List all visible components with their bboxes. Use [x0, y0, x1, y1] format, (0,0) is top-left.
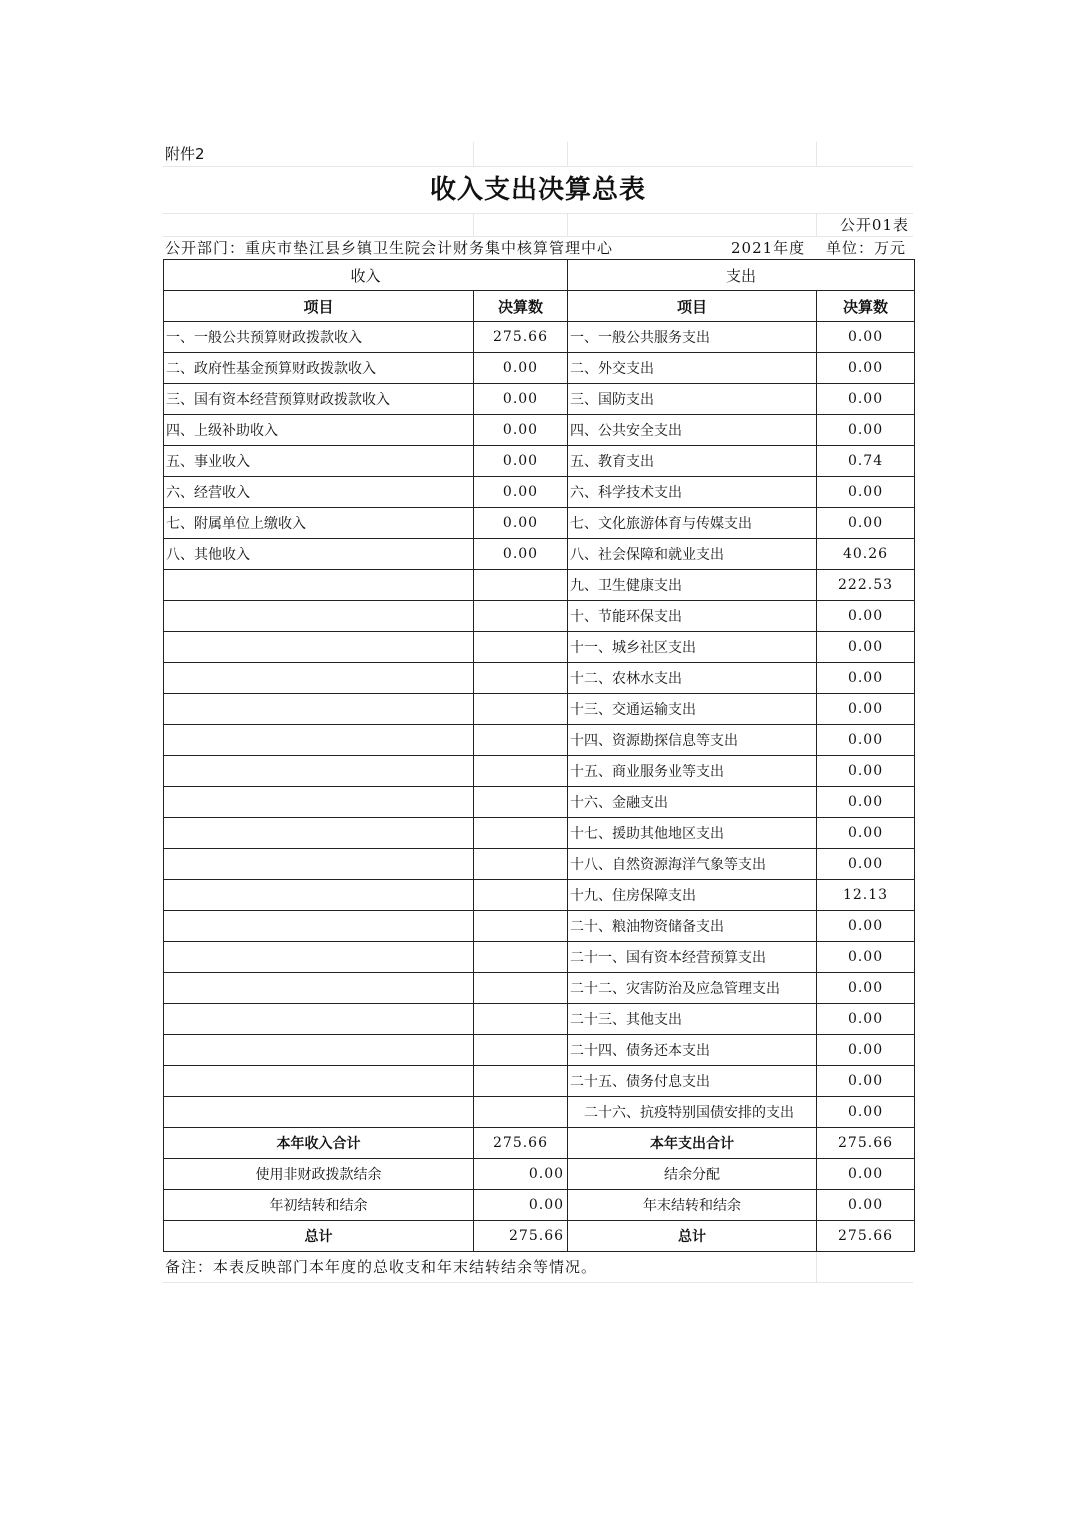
expense-item: 二十六、抗疫特别国债安排的支出 — [568, 1097, 817, 1128]
expense-item-header: 项目 — [568, 291, 817, 322]
expense-amount: 0.00 — [817, 694, 915, 725]
income-item: 七、附属单位上缴收入 — [164, 508, 474, 539]
income-section-header: 收入 — [164, 260, 568, 291]
table-row — [164, 973, 915, 1004]
income-item — [164, 942, 474, 973]
income-item — [164, 849, 474, 880]
expense-amount: 0.74 — [817, 446, 915, 477]
unit-label: 单位：万元 — [819, 237, 913, 260]
income-amount: 0.00 — [474, 415, 568, 446]
table-row — [164, 694, 915, 725]
summary-row — [164, 1128, 915, 1159]
expense-item: 二十四、债务还本支出 — [568, 1035, 817, 1066]
expense-item: 八、社会保障和就业支出 — [568, 539, 817, 570]
income-item — [164, 632, 474, 663]
income-amount: 275.66 — [474, 322, 568, 353]
summary-income-label: 使用非财政拨款结余 — [164, 1159, 474, 1190]
summary-expense-label: 本年支出合计 — [568, 1128, 817, 1159]
table-row — [164, 911, 915, 942]
summary-income-value: 275.66 — [474, 1128, 568, 1159]
income-item: 五、事业收入 — [164, 446, 474, 477]
expense-item: 二、外交支出 — [568, 353, 817, 384]
income-amount — [474, 1097, 568, 1128]
expense-amount: 0.00 — [817, 911, 915, 942]
department-label: 公开部门：重庆市垫江县乡镇卫生院会计财务集中核算管理中心 — [165, 239, 614, 257]
expense-amount: 12.13 — [817, 880, 915, 911]
table-row — [164, 942, 915, 973]
expense-amount: 0.00 — [817, 601, 915, 632]
summary-row — [164, 1190, 915, 1221]
expense-amount: 0.00 — [817, 384, 915, 415]
summary-income-label: 年初结转和结余 — [164, 1190, 474, 1221]
table-row — [164, 322, 915, 353]
table-row — [164, 849, 915, 880]
budget-table — [163, 259, 915, 1252]
income-amount — [474, 818, 568, 849]
expense-amount: 222.53 — [817, 570, 915, 601]
expense-item: 十九、住房保障支出 — [568, 880, 817, 911]
income-item — [164, 787, 474, 818]
summary-income-value: 0.00 — [474, 1190, 568, 1221]
income-item — [164, 694, 474, 725]
table-row — [164, 446, 915, 477]
expense-item: 十、节能环保支出 — [568, 601, 817, 632]
income-item: 八、其他收入 — [164, 539, 474, 570]
fiscal-year: 2021年度 — [731, 239, 806, 257]
expense-item: 六、科学技术支出 — [568, 477, 817, 508]
table-row — [164, 415, 915, 446]
table-row — [164, 1066, 915, 1097]
table-row — [164, 663, 915, 694]
expense-item: 十二、农林水支出 — [568, 663, 817, 694]
expense-item: 十五、商业服务业等支出 — [568, 756, 817, 787]
page-title: 收入支出决算总表 — [163, 167, 913, 214]
summary-income-value: 0.00 — [474, 1159, 568, 1190]
table-row — [164, 353, 915, 384]
expense-amount: 0.00 — [817, 477, 915, 508]
income-item: 六、经营收入 — [164, 477, 474, 508]
summary-expense-label: 年末结转和结余 — [568, 1190, 817, 1221]
table-row — [164, 787, 915, 818]
column-header-row — [164, 291, 915, 322]
summary-income-value: 275.66 — [474, 1221, 568, 1252]
expense-item: 五、教育支出 — [568, 446, 817, 477]
expense-item: 十六、金融支出 — [568, 787, 817, 818]
income-amount — [474, 911, 568, 942]
expense-amount: 0.00 — [817, 756, 915, 787]
summary-expense-label: 总计 — [568, 1221, 817, 1252]
income-item — [164, 1097, 474, 1128]
expense-section-header: 支出 — [568, 260, 915, 291]
table-row — [164, 725, 915, 756]
expense-amount: 0.00 — [817, 1066, 915, 1097]
table-row — [164, 1035, 915, 1066]
income-amount — [474, 632, 568, 663]
attachment-row — [163, 142, 913, 167]
expense-item: 七、文化旅游体育与传媒支出 — [568, 508, 817, 539]
table-row — [164, 601, 915, 632]
expense-item: 二十二、灾害防治及应急管理支出 — [568, 973, 817, 1004]
income-amount: 0.00 — [474, 353, 568, 384]
income-item — [164, 601, 474, 632]
expense-amount: 0.00 — [817, 1035, 915, 1066]
expense-item: 九、卫生健康支出 — [568, 570, 817, 601]
income-item-header: 项目 — [164, 291, 474, 322]
summary-expense-value: 0.00 — [817, 1190, 915, 1221]
expense-item: 十七、援助其他地区支出 — [568, 818, 817, 849]
income-amount — [474, 570, 568, 601]
income-amount: 0.00 — [474, 477, 568, 508]
income-amount — [474, 880, 568, 911]
income-amount — [474, 787, 568, 818]
income-amount: 0.00 — [474, 384, 568, 415]
table-row — [164, 1004, 915, 1035]
summary-expense-label: 结余分配 — [568, 1159, 817, 1190]
table-row — [164, 508, 915, 539]
table-row — [164, 632, 915, 663]
summary-expense-value: 275.66 — [817, 1221, 915, 1252]
table-note: 备注：本表反映部门本年度的总收支和年末结转结余等情况。 — [165, 1258, 598, 1276]
expense-item: 二十一、国有资本经营预算支出 — [568, 942, 817, 973]
income-item — [164, 570, 474, 601]
expense-amount: 0.00 — [817, 787, 915, 818]
income-amount: 0.00 — [474, 539, 568, 570]
expense-amount-header: 决算数 — [817, 291, 915, 322]
expense-amount: 0.00 — [817, 973, 915, 1004]
summary-income-label: 总计 — [164, 1221, 474, 1252]
expense-amount: 0.00 — [817, 663, 915, 694]
summary-income-label: 本年收入合计 — [164, 1128, 474, 1159]
summary-expense-value: 275.66 — [817, 1128, 915, 1159]
expense-amount: 0.00 — [817, 818, 915, 849]
table-row — [164, 880, 915, 911]
income-item — [164, 663, 474, 694]
income-item — [164, 818, 474, 849]
form-code-row — [163, 214, 913, 237]
income-item — [164, 725, 474, 756]
income-item — [164, 1035, 474, 1066]
income-item: 三、国有资本经营预算财政拨款收入 — [164, 384, 474, 415]
income-amount — [474, 756, 568, 787]
expense-amount: 0.00 — [817, 353, 915, 384]
income-amount: 0.00 — [474, 508, 568, 539]
expense-item: 十八、自然资源海洋气象等支出 — [568, 849, 817, 880]
income-amount: 0.00 — [474, 446, 568, 477]
expense-amount: 0.00 — [817, 508, 915, 539]
income-amount — [474, 973, 568, 1004]
income-amount — [474, 725, 568, 756]
expense-amount: 40.26 — [817, 539, 915, 570]
expense-amount: 0.00 — [817, 632, 915, 663]
table-row — [164, 756, 915, 787]
income-item: 四、上级补助收入 — [164, 415, 474, 446]
expense-amount: 0.00 — [817, 942, 915, 973]
table-row — [164, 539, 915, 570]
income-item — [164, 973, 474, 1004]
note-row — [163, 1252, 913, 1283]
income-item: 二、政府性基金预算财政拨款收入 — [164, 353, 474, 384]
summary-expense-value: 0.00 — [817, 1159, 915, 1190]
income-amount — [474, 601, 568, 632]
income-amount-header: 决算数 — [474, 291, 568, 322]
expense-amount: 0.00 — [817, 849, 915, 880]
expense-item: 四、公共安全支出 — [568, 415, 817, 446]
expense-amount: 0.00 — [817, 1004, 915, 1035]
income-amount — [474, 1004, 568, 1035]
table-row — [164, 384, 915, 415]
table-row — [164, 477, 915, 508]
expense-amount: 0.00 — [817, 1097, 915, 1128]
income-item: 一、一般公共预算财政拨款收入 — [164, 322, 474, 353]
expense-item: 三、国防支出 — [568, 384, 817, 415]
income-item — [164, 911, 474, 942]
attachment-label: 附件2 — [165, 145, 205, 163]
expense-item: 十一、城乡社区支出 — [568, 632, 817, 663]
expense-item: 十四、资源勘探信息等支出 — [568, 725, 817, 756]
expense-item: 二十、粮油物资储备支出 — [568, 911, 817, 942]
income-amount — [474, 1035, 568, 1066]
income-item — [164, 1066, 474, 1097]
meta-row — [163, 237, 913, 259]
table-row — [164, 1097, 915, 1128]
expense-item: 二十五、债务付息支出 — [568, 1066, 817, 1097]
section-header-row — [164, 260, 915, 291]
summary-row — [164, 1221, 915, 1252]
expense-amount: 0.00 — [817, 322, 915, 353]
expense-item: 一、一般公共服务支出 — [568, 322, 817, 353]
budget-sheet — [163, 142, 913, 1283]
expense-amount: 0.00 — [817, 725, 915, 756]
income-item — [164, 756, 474, 787]
income-item — [164, 880, 474, 911]
income-amount — [474, 849, 568, 880]
expense-item: 十三、交通运输支出 — [568, 694, 817, 725]
income-amount — [474, 694, 568, 725]
table-row — [164, 818, 915, 849]
income-amount — [474, 942, 568, 973]
table-row — [164, 570, 915, 601]
form-code: 公开01表 — [839, 216, 909, 234]
income-amount — [474, 663, 568, 694]
income-amount — [474, 1066, 568, 1097]
expense-item: 二十三、其他支出 — [568, 1004, 817, 1035]
income-item — [164, 1004, 474, 1035]
summary-row — [164, 1159, 915, 1190]
expense-amount: 0.00 — [817, 415, 915, 446]
